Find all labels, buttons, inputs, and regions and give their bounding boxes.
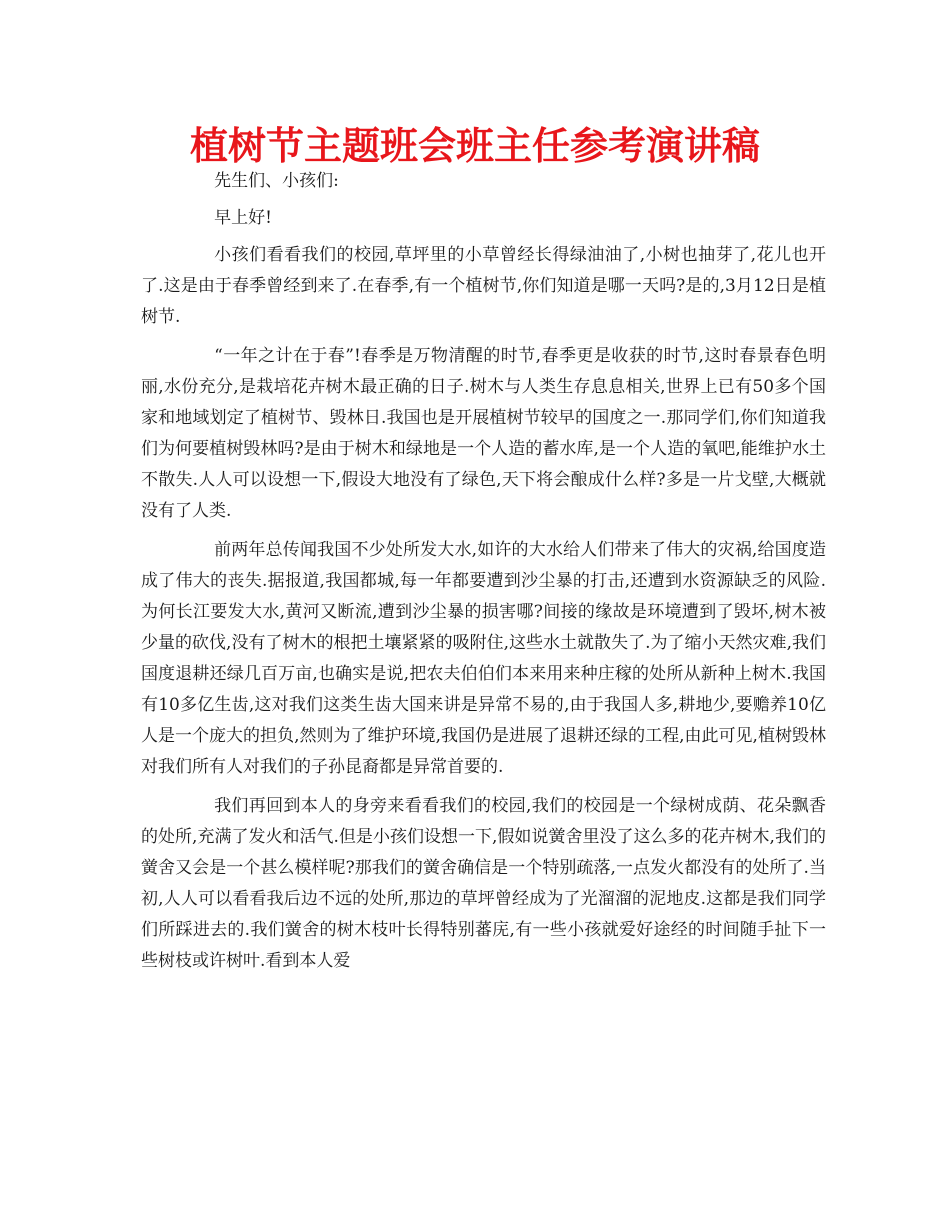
paragraph: 小孩们看看我们的校园,草坪里的小草曾经长得绿油油了,小树也抽芽了,花儿也开了.这是由于春季曾经到来了.在春季,有一个植树节,你们知道是哪一天吗?是的,3月12日是植树节.	[141, 245, 826, 327]
paragraph: “一年之计在于春”!春季是万物清醒的时节,春季更是收获的时节,这时春景春色明丽,水份充分,是栽培花卉树木最正确的日子.树木与人类生存息息相关,世界上已有50多个国家和地域划定了植树节、毁林日.我国也是开展植树节较早的国度之一.那同学们,你们知道我们为何要植树毁林吗?是由于树木和绿地是一个人造的蓄水库,是一个人造的氧吧,能维护水土不散失.人人可以设想一下,假设大地没有了绿色,天下将会酿成什么样?多是一片戈壁,大概就没有了人类.	[141, 346, 826, 521]
greeting-line: 先生们、小孩们:	[214, 171, 339, 191]
paragraph: 我们再回到本人的身旁来看看我们的校园,我们的校园是一个绿树成荫、花朵飘香的处所,充满了发火和活气.但是小孩们设想一下,假如说黉舍里没了这么多的花卉树木,我们的黉舍又会是一个甚么模样呢?那我们的黉舍确信是一个特别疏落,一点发火都没有的处所了.当初,人人可以看看我后边不远的处所,那边的草坪曾经成为了光溜溜的泥地皮.这都是我们同学们所踩进去的.我们黉舍的树木枝叶长得特别蕃庑,有一些小孩就爱好途经的时间随手扯下一些树枝或许树叶.看到本人爱	[141, 796, 826, 971]
salutation-line: 早上好!	[214, 208, 272, 228]
paragraph: 前两年总传闻我国不少处所发大水,如许的大水给人们带来了伟大的灾祸,给国度造成了伟大的丧失.据报道,我国都城,每一年都要遭到沙尘暴的打击,还遭到水资源缺乏的风险.为何长江要发大水,黄河又断流,遭到沙尘暴的损害哪?间接的缘故是环境遭到了毁坏,树木被少量的砍伐,没有了树木的根把土壤紧紧的吸附住,这些水土就散失了.为了缩小天然灾难,我们国度退耕还绿几百万亩,也确实是说,把农夫伯伯们本来用来种庄稼的处所从新种上树木.我国有10多亿生齿,这对我们这类生齿大国来讲是异常不易的,由于我国人多,耕地少,要赡养10亿人是一个庞大的担负,然则为了维护环境,我国仍是进展了退耕还绿的工程,由此可见,植树毁林对我们所有人对我们的子孙昆裔都是异常首要的.	[141, 540, 826, 777]
document-title: 植树节主题班会班主任参考演讲稿	[189, 124, 760, 168]
document-body	[141, 166, 826, 977]
